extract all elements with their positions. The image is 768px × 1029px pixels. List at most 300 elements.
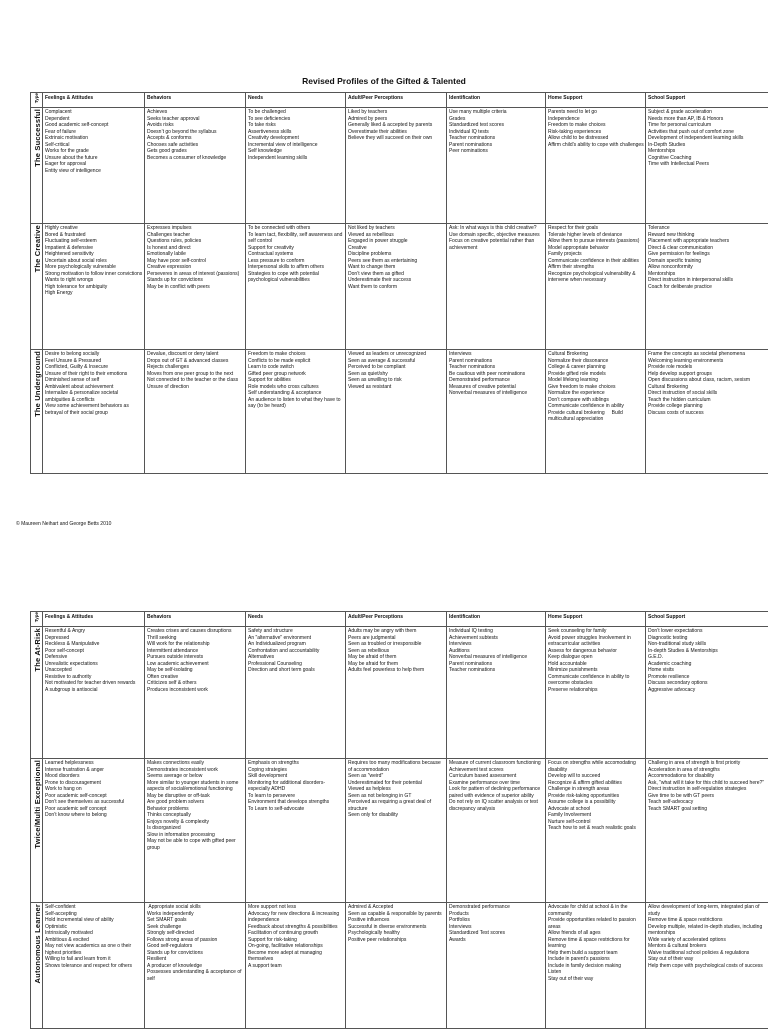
cell-line: Self-accepting: [45, 911, 143, 918]
cell-line: Alternatives: [248, 654, 344, 661]
cell-line: Uncertain about social roles: [45, 258, 143, 265]
cell-line: Seen as "weird": [348, 773, 445, 780]
cell-line: G.E.D.: [648, 654, 768, 661]
cell-line: Role models who cross cultures: [248, 384, 344, 391]
cell-line: Nonverbal measures of intelligence: [449, 390, 544, 397]
cell-line: Remove time & space restrictions: [648, 917, 768, 924]
cell-line: Time with Intellectual Peers: [648, 161, 768, 168]
home-support-cell: [546, 627, 646, 759]
cell-line: Independence: [548, 116, 644, 123]
cell-line: To be connected with others: [248, 225, 344, 232]
cell-line: Don’t lower expectations: [648, 628, 768, 635]
cell-line: Self-critical: [45, 142, 143, 149]
cell-line: Direct instruction of social skills: [648, 390, 768, 397]
cell-line: Provide cultural brokering Build multicultural appreciation: [548, 410, 644, 423]
cell-line: Family Involvement: [548, 812, 644, 819]
cell-line: Confrontation and accountability: [248, 648, 344, 655]
cell-line: Mentorships: [648, 148, 768, 155]
cell-line: Self-confident: [45, 904, 143, 911]
cell-line: Allow child to be distressed: [548, 135, 644, 142]
cell-line: Parents need to let go: [548, 109, 644, 116]
cell-line: Optimistic: [45, 924, 143, 931]
cell-line: Advocate for child at school & in the community: [548, 904, 644, 917]
cell-line: Underestimate their success: [348, 277, 445, 284]
cell-line: May not be able to cope with gifted peer group: [147, 838, 244, 851]
needs-cell: [246, 627, 346, 759]
cell-line: Defensive: [45, 654, 143, 661]
school-support-cell: [646, 108, 768, 224]
needs-cell: [246, 350, 346, 474]
cell-line: Look for pattern of declining performance paired with evidence of superior ability: [449, 786, 544, 799]
behaviors-cell: [145, 759, 246, 903]
cell-line: Interviews: [449, 641, 544, 648]
column-header-feelings: Feelings & Attitudes: [43, 612, 145, 627]
cell-line: Is disorganized: [147, 825, 244, 832]
cell-line: Successful in diverse environments: [348, 924, 445, 931]
home-support-cell: [546, 759, 646, 903]
cell-line: Home visits: [648, 667, 768, 674]
cell-line: Accepts & conforms: [147, 135, 244, 142]
cell-line: Give time to be with GT peers: [648, 793, 768, 800]
cell-line: Self knowledge: [248, 148, 344, 155]
feelings-cell: [43, 903, 145, 1029]
cell-line: Freedom to make choices: [248, 351, 344, 358]
cell-line: Seen as quiet/shy: [348, 371, 445, 378]
column-header-needs: Needs: [246, 93, 346, 108]
identification-cell: [447, 108, 546, 224]
row-label: The Underground: [31, 350, 43, 474]
cell-line: Hold incremental view of ability: [45, 917, 143, 924]
cell-line: Be cautious with peer nominations: [449, 371, 544, 378]
cell-line: An "alternative" environment: [248, 635, 344, 642]
cell-line: Moves from one peer group to the next: [147, 371, 244, 378]
cell-line: Provide college planning: [648, 403, 768, 410]
cell-line: Feel Unsure & Pressured: [45, 358, 143, 365]
cell-line: Strategies to cope with potential psychological vulnerabilities: [248, 271, 344, 284]
cell-line: Activities that push out of comfort zone: [648, 129, 768, 136]
cell-line: Develop will to succeed: [548, 773, 644, 780]
cell-line: Want to change them: [348, 264, 445, 271]
cell-line: Facilitation of continuing growth: [248, 930, 344, 937]
cell-line: Acceleration in area of strengths: [648, 767, 768, 774]
cell-line: Creates crises and causes disruptions: [147, 628, 244, 635]
cell-line: Parent nominations: [449, 142, 544, 149]
cell-line: More support not less: [248, 904, 344, 911]
cell-line: Resilient: [147, 956, 244, 963]
cell-line: Extrinsic motivation: [45, 135, 143, 142]
cell-line: Develop multiple, related in-depth studies, including mentorships: [648, 924, 768, 937]
cell-line: Accommodations for disability: [648, 773, 768, 780]
cell-line: Allow friends of all ages: [548, 930, 644, 937]
cell-line: Environment that develops strengths: [248, 799, 344, 806]
cell-line: Liked by teachers: [348, 109, 445, 116]
cell-line: To be challenged: [248, 109, 344, 116]
cell-line: Are good problem solvers: [147, 799, 244, 806]
cell-line: A subgroup is antisocial: [45, 687, 143, 694]
cell-line: Freedom to make choices: [548, 122, 644, 129]
cell-line: Ask: In what ways is this child creative?: [449, 225, 544, 232]
cell-line: Curriculum based assessment: [449, 773, 544, 780]
cell-line: Subject & grade acceleration: [648, 109, 768, 116]
cell-line: Perseveres in areas of interest (passions): [147, 271, 244, 278]
cell-line: Include in parent’s passions: [548, 956, 644, 963]
cell-line: Support for abilities: [248, 377, 344, 384]
behaviors-cell: [145, 224, 246, 350]
cell-line: Independent learning skills: [248, 155, 344, 162]
cell-line: Peer nominations: [449, 148, 544, 155]
feelings-cell: [43, 350, 145, 474]
cell-line: Minimize punishments: [548, 667, 644, 674]
cell-line: May be afraid of them: [348, 654, 445, 661]
cell-line: To Learn to self-advocate: [248, 806, 344, 813]
cell-line: Desire to belong socially: [45, 351, 143, 358]
cell-line: Unsure of their right to their emotions: [45, 371, 143, 378]
perceptions-cell: [346, 627, 447, 759]
cell-line: An audience to listen to what they have to say (to be heard): [248, 397, 344, 410]
column-header-home-support: Home Support: [546, 93, 646, 108]
cell-line: Recognize & affirm gifted abilities: [548, 780, 644, 787]
column-header-behaviors: Behaviors: [145, 612, 246, 627]
cell-line: Direct & clear communication: [648, 245, 768, 252]
cell-line: Non-traditional study skills: [648, 641, 768, 648]
column-header-school-support: School Support: [646, 93, 768, 108]
cell-line: Demonstrated performance: [449, 904, 544, 911]
cell-line: Doesn’t go beyond the syllabus: [147, 129, 244, 136]
school-support-cell: [646, 627, 768, 759]
cell-line: Seems average or below: [147, 773, 244, 780]
perceptions-cell: [346, 108, 447, 224]
cell-line: Avoids risks: [147, 122, 244, 129]
cell-line: Welcoming learning environments: [648, 358, 768, 365]
cell-line: Positive influences: [348, 917, 445, 924]
cell-line: Perceived as requiring a great deal of structure: [348, 799, 445, 812]
cell-line: Intrinsically motivated: [45, 930, 143, 937]
cell-line: Teacher nominations: [449, 667, 544, 674]
cell-line: Admired by peers: [348, 116, 445, 123]
cell-line: Achievement test scores: [449, 767, 544, 774]
cell-line: Measure of current classroom functioning: [449, 760, 544, 767]
cell-line: Time for personal curriculum: [648, 122, 768, 129]
cell-line: Support for risk-taking: [248, 937, 344, 944]
cell-line: Assess for dangerous behavior: [548, 648, 644, 655]
cell-line: Works independently: [147, 911, 244, 918]
cell-line: Want them to conform: [348, 284, 445, 291]
cell-line: Complacent: [45, 109, 143, 116]
cell-line: Challeng in area of strength is first priority: [648, 760, 768, 767]
cell-line: To learn tact, flexibility, self awareness and self control: [248, 232, 344, 245]
cell-line: Thinks conceptually: [147, 812, 244, 819]
cell-line: Expresses impulses: [147, 225, 244, 232]
cell-line: Stands up for convictions: [147, 277, 244, 284]
cell-line: Devalue, discount or deny talent: [147, 351, 244, 358]
cell-line: In-Depth Studies: [648, 142, 768, 149]
cell-line: More psychologically vulnerable: [45, 264, 143, 271]
cell-line: Poor academic self-concept: [45, 793, 143, 800]
cell-line: Teacher nominations: [449, 135, 544, 142]
cell-line: Provide opportunities related to passion areas: [548, 917, 644, 930]
cell-line: Professional Counseling: [248, 661, 344, 668]
cell-line: Tolerate higher levels of deviance: [548, 232, 644, 239]
cell-line: To take risks: [248, 122, 344, 129]
cell-line: Model lifelong learning: [548, 377, 644, 384]
cell-line: Fluctuating self-esteem: [45, 238, 143, 245]
cell-line: Teach self-advocacy: [648, 799, 768, 806]
cell-line: Do not rely on IQ scatter analysis or test discrepancy analysis: [449, 799, 544, 812]
cell-line: Allow nonconformity: [648, 264, 768, 271]
cell-line: More similar to younger students in some aspects of social/emotional functioning: [147, 780, 244, 793]
cell-line: Coach for deliberate practice: [648, 284, 768, 291]
cell-line: Respect for their goals: [548, 225, 644, 232]
cell-line: Seen as capable & responsible by parents: [348, 911, 445, 918]
cell-line: May have poor self-control: [147, 258, 244, 265]
profile-row-twice-exceptional: [31, 759, 768, 903]
column-header-perceptions: Adult/Peer Perceptions: [346, 612, 447, 627]
cell-line: Focus on strengths while accomodating disability: [548, 760, 644, 773]
cell-line: Incremental view of intelligence: [248, 142, 344, 149]
cell-line: Pursues outside interests: [147, 654, 244, 661]
cell-line: Thrill seeking: [147, 635, 244, 642]
cell-line: Seen as troubled or irresponsible: [348, 641, 445, 648]
cell-line: Unsure of direction: [147, 384, 244, 391]
cell-line: Model appropriate behavior: [548, 245, 644, 252]
cell-line: Nonverbal measures of intelligence: [449, 654, 544, 661]
cell-line: Examine performance over time: [449, 780, 544, 787]
cell-line: Viewed as rebellious: [348, 232, 445, 239]
behaviors-cell: [145, 903, 246, 1029]
cell-line: Teach the hidden curriculum: [648, 397, 768, 404]
profile-row-underground: [31, 350, 768, 474]
cell-line: Good academic self-concept: [45, 122, 143, 129]
cell-line: Advocacy for new directions & increasing independence: [248, 911, 344, 924]
cell-line: Psychologically healthy: [348, 930, 445, 937]
cell-line: Viewed as resistant: [348, 384, 445, 391]
profiles-table-2: [30, 611, 768, 1029]
home-support-cell: [546, 350, 646, 474]
row-label: The At-Risk: [31, 627, 43, 759]
cell-line: Normalize the experience: [548, 390, 644, 397]
cell-line: Shows tolerance and respect for others: [45, 963, 143, 970]
cell-line: Avoid power struggles Involvement in extracurricular activities: [548, 635, 644, 648]
identification-cell: [447, 759, 546, 903]
cell-line: Prone to discouragement: [45, 780, 143, 787]
cell-line: Seen only for disability: [348, 812, 445, 819]
cell-line: Underestimated for their potential: [348, 780, 445, 787]
cell-line: Products: [449, 911, 544, 918]
cell-line: Remove time & space restrictions for learning: [548, 937, 644, 950]
cell-line: Don’t know where to belong: [45, 812, 143, 819]
profile-row-at-risk: [31, 627, 768, 759]
cell-line: Adults feel powerless to help them: [348, 667, 445, 674]
identification-cell: [447, 350, 546, 474]
school-support-cell: [646, 224, 768, 350]
cell-line: Poor academic self concept: [45, 806, 143, 813]
cell-line: Fear of failure: [45, 129, 143, 136]
cell-line: Give permission for feelings: [648, 251, 768, 258]
school-support-cell: [646, 759, 768, 903]
cell-line: Demonstrates inconsistent work: [147, 767, 244, 774]
column-header-needs: Needs: [246, 612, 346, 627]
cell-line: Strong motivation to follow inner convictions: [45, 271, 143, 278]
copyright-notice: © Maureen Neihart and George Betts 2010: [16, 521, 111, 527]
cell-line: Seen as average & successful: [348, 358, 445, 365]
cell-line: Standardized test scores: [449, 122, 544, 129]
cell-line: Ask, "what will it take for this child to succeed here?": [648, 780, 768, 787]
cell-line: College & career planning: [548, 364, 644, 371]
document-title: Revised Profiles of the Gifted & Talented: [0, 76, 768, 86]
cell-line: Communicate confidence in ability: [548, 403, 644, 410]
cell-line: Gets good grades: [147, 148, 244, 155]
cell-line: Nurture self-control: [548, 819, 644, 826]
cell-line: Academic coaching: [648, 661, 768, 668]
feelings-cell: [43, 627, 145, 759]
column-header-identification: Identification: [447, 612, 546, 627]
cell-line: Not liked by teachers: [348, 225, 445, 232]
cell-line: Resistive to authority: [45, 674, 143, 681]
cell-line: Intermittent attendance: [147, 648, 244, 655]
cell-line: Dependent: [45, 116, 143, 123]
cell-line: Mood disorders: [45, 773, 143, 780]
cell-line: Auditions: [449, 648, 544, 655]
row-label: The Successful: [31, 108, 43, 224]
cell-line: Teacher nominations: [449, 364, 544, 371]
cell-line: Provide gifted role models: [548, 371, 644, 378]
cell-line: May be disruptive or off-task: [147, 793, 244, 800]
cell-line: Help them cope with psychological costs of success: [648, 963, 768, 970]
cell-line: May be self-isolating: [147, 667, 244, 674]
cell-line: May not view academics as one o their highest priorities: [45, 943, 143, 956]
cell-line: Becomes a consumer of knowledge: [147, 155, 244, 162]
cell-line: Overestimate their abilities: [348, 129, 445, 136]
cell-line: Challenge in strength areas: [548, 786, 644, 793]
cell-line: Standardized Test scores: [449, 930, 544, 937]
needs-cell: [246, 224, 346, 350]
cell-line: Cultural Brokering: [648, 384, 768, 391]
cell-line: Allow them to pursue interests (passions): [548, 238, 644, 245]
cell-line: Learn to code switch: [248, 364, 344, 371]
cell-line: Needs more than AP, IB & Honors: [648, 116, 768, 123]
cell-line: Measures of creative potential: [449, 384, 544, 391]
cell-line: Help them build a support team: [548, 950, 644, 957]
cell-line: Focus on creative potential rather than achievement: [449, 238, 544, 251]
cell-line: Individual IQ tests: [449, 129, 544, 136]
cell-line: Gifted peer group network: [248, 371, 344, 378]
feelings-cell: [43, 759, 145, 903]
cell-line: Demonstrated performance: [449, 377, 544, 384]
cell-line: Direct instruction in interpersonal skills: [648, 277, 768, 284]
cell-line: Resentful & Angry: [45, 628, 143, 635]
cell-line: Tolerance: [648, 225, 768, 232]
cell-line: Questions rules, policies: [147, 238, 244, 245]
cell-line: High tolerance for ambiguity: [45, 284, 143, 291]
cell-line: Good self-regulators: [147, 943, 244, 950]
cell-line: Highly creative: [45, 225, 143, 232]
cell-line: Diminished sense of self: [45, 377, 143, 384]
cell-line: Advocate at school: [548, 806, 644, 813]
cell-line: Not connected to the teacher or the class: [147, 377, 244, 384]
cell-line: Perceived to be compliant: [348, 364, 445, 371]
cell-line: Conflicts to be made explicit: [248, 358, 344, 365]
cell-line: A support team: [248, 963, 344, 970]
cell-line: Diagnostic testing: [648, 635, 768, 642]
cell-line: Ambivalent about achievement: [45, 384, 143, 391]
cell-line: Affirm their strengths: [548, 264, 644, 271]
cell-line: Seeks teacher approval: [147, 116, 244, 123]
behaviors-cell: [145, 627, 246, 759]
cell-line: Recognize psychological vulnerability & intervene when necessary: [548, 271, 644, 284]
cell-line: Mentors & cultural brokers: [648, 943, 768, 950]
cell-line: Don’t view them as gifted: [348, 271, 445, 278]
row-label: Autonomous Learner: [31, 903, 43, 1029]
cell-line: Internalize & personalize societal ambiguities & conflicts: [45, 390, 143, 403]
cell-line: Coping strategies: [248, 767, 344, 774]
cell-line: Intense frustration & anger: [45, 767, 143, 774]
cell-line: Strongly self-directed: [147, 930, 244, 937]
cell-line: Promote resilience: [648, 674, 768, 681]
cell-line: Generally liked & accepted by parents: [348, 122, 445, 129]
cell-line: In-depth Studies & Mentorships: [648, 648, 768, 655]
home-support-cell: [546, 224, 646, 350]
cell-line: Admired & Accepted: [348, 904, 445, 911]
row-label: Twice/Multi Exceptional: [31, 759, 43, 903]
cell-line: Grades: [449, 116, 544, 123]
cell-line: Unrealistic expectations: [45, 661, 143, 668]
column-header-home-support: Home Support: [546, 612, 646, 627]
cell-line: Teach SMART goal setting: [648, 806, 768, 813]
cell-line: Wide variety of accelerated options: [648, 937, 768, 944]
row-label: The Creative: [31, 224, 43, 350]
cell-line: Emphasis on strengths: [248, 760, 344, 767]
home-support-cell: [546, 903, 646, 1029]
cell-line: Support for creativity: [248, 245, 344, 252]
cell-line: Communicate confidence in ability to overcome obstacles: [548, 674, 644, 687]
cell-line: Will work for the relationship: [147, 641, 244, 648]
cell-line: Open discussions about class, racism, sexism: [648, 377, 768, 384]
cell-line: Ambitious & excited: [45, 937, 143, 944]
cell-line: Seen as unwilling to risk: [348, 377, 445, 384]
cell-line: Learned helplessness: [45, 760, 143, 767]
type-header: Type: [31, 612, 43, 627]
cell-line: Teach how to set & reach realistic goals: [548, 825, 644, 832]
cell-line: Work to hang on: [45, 786, 143, 793]
profile-row-successful: [31, 108, 768, 224]
cell-line: Conflicted, Guilty & Insecure: [45, 364, 143, 371]
cell-line: Works for the grade: [45, 148, 143, 155]
cell-line: Wants to right wrongs: [45, 277, 143, 284]
cell-line: Seen as rebellious: [348, 648, 445, 655]
cell-line: Mentorships: [648, 271, 768, 278]
cell-line: High Energy: [45, 290, 143, 297]
behaviors-cell: [145, 350, 246, 474]
cell-line: Achievement subtests: [449, 635, 544, 642]
cell-line: Heightened sensitivity: [45, 251, 143, 258]
cell-line: Reward new thinking: [648, 232, 768, 239]
cell-line: Appropriate social skills: [147, 904, 244, 911]
cell-line: Peers see them as entertaining: [348, 258, 445, 265]
cell-line: Parent nominations: [449, 358, 544, 365]
perceptions-cell: [346, 350, 447, 474]
cell-line: An Individualized program: [248, 641, 344, 648]
column-header-identification: Identification: [447, 93, 546, 108]
cell-line: Follows strong areas of passion: [147, 937, 244, 944]
cell-line: Creative expression: [147, 264, 244, 271]
cell-line: Become more adept at managing themselves: [248, 950, 344, 963]
cell-line: Self understanding & acceptance: [248, 390, 344, 397]
cell-line: Include in family decision making: [548, 963, 644, 970]
cell-line: Aggressive advocacy: [648, 687, 768, 694]
cell-line: Waive traditional school policies & regulations: [648, 950, 768, 957]
cell-line: Assertiveness skills: [248, 129, 344, 136]
cell-line: Willing to fail and learn from it: [45, 956, 143, 963]
